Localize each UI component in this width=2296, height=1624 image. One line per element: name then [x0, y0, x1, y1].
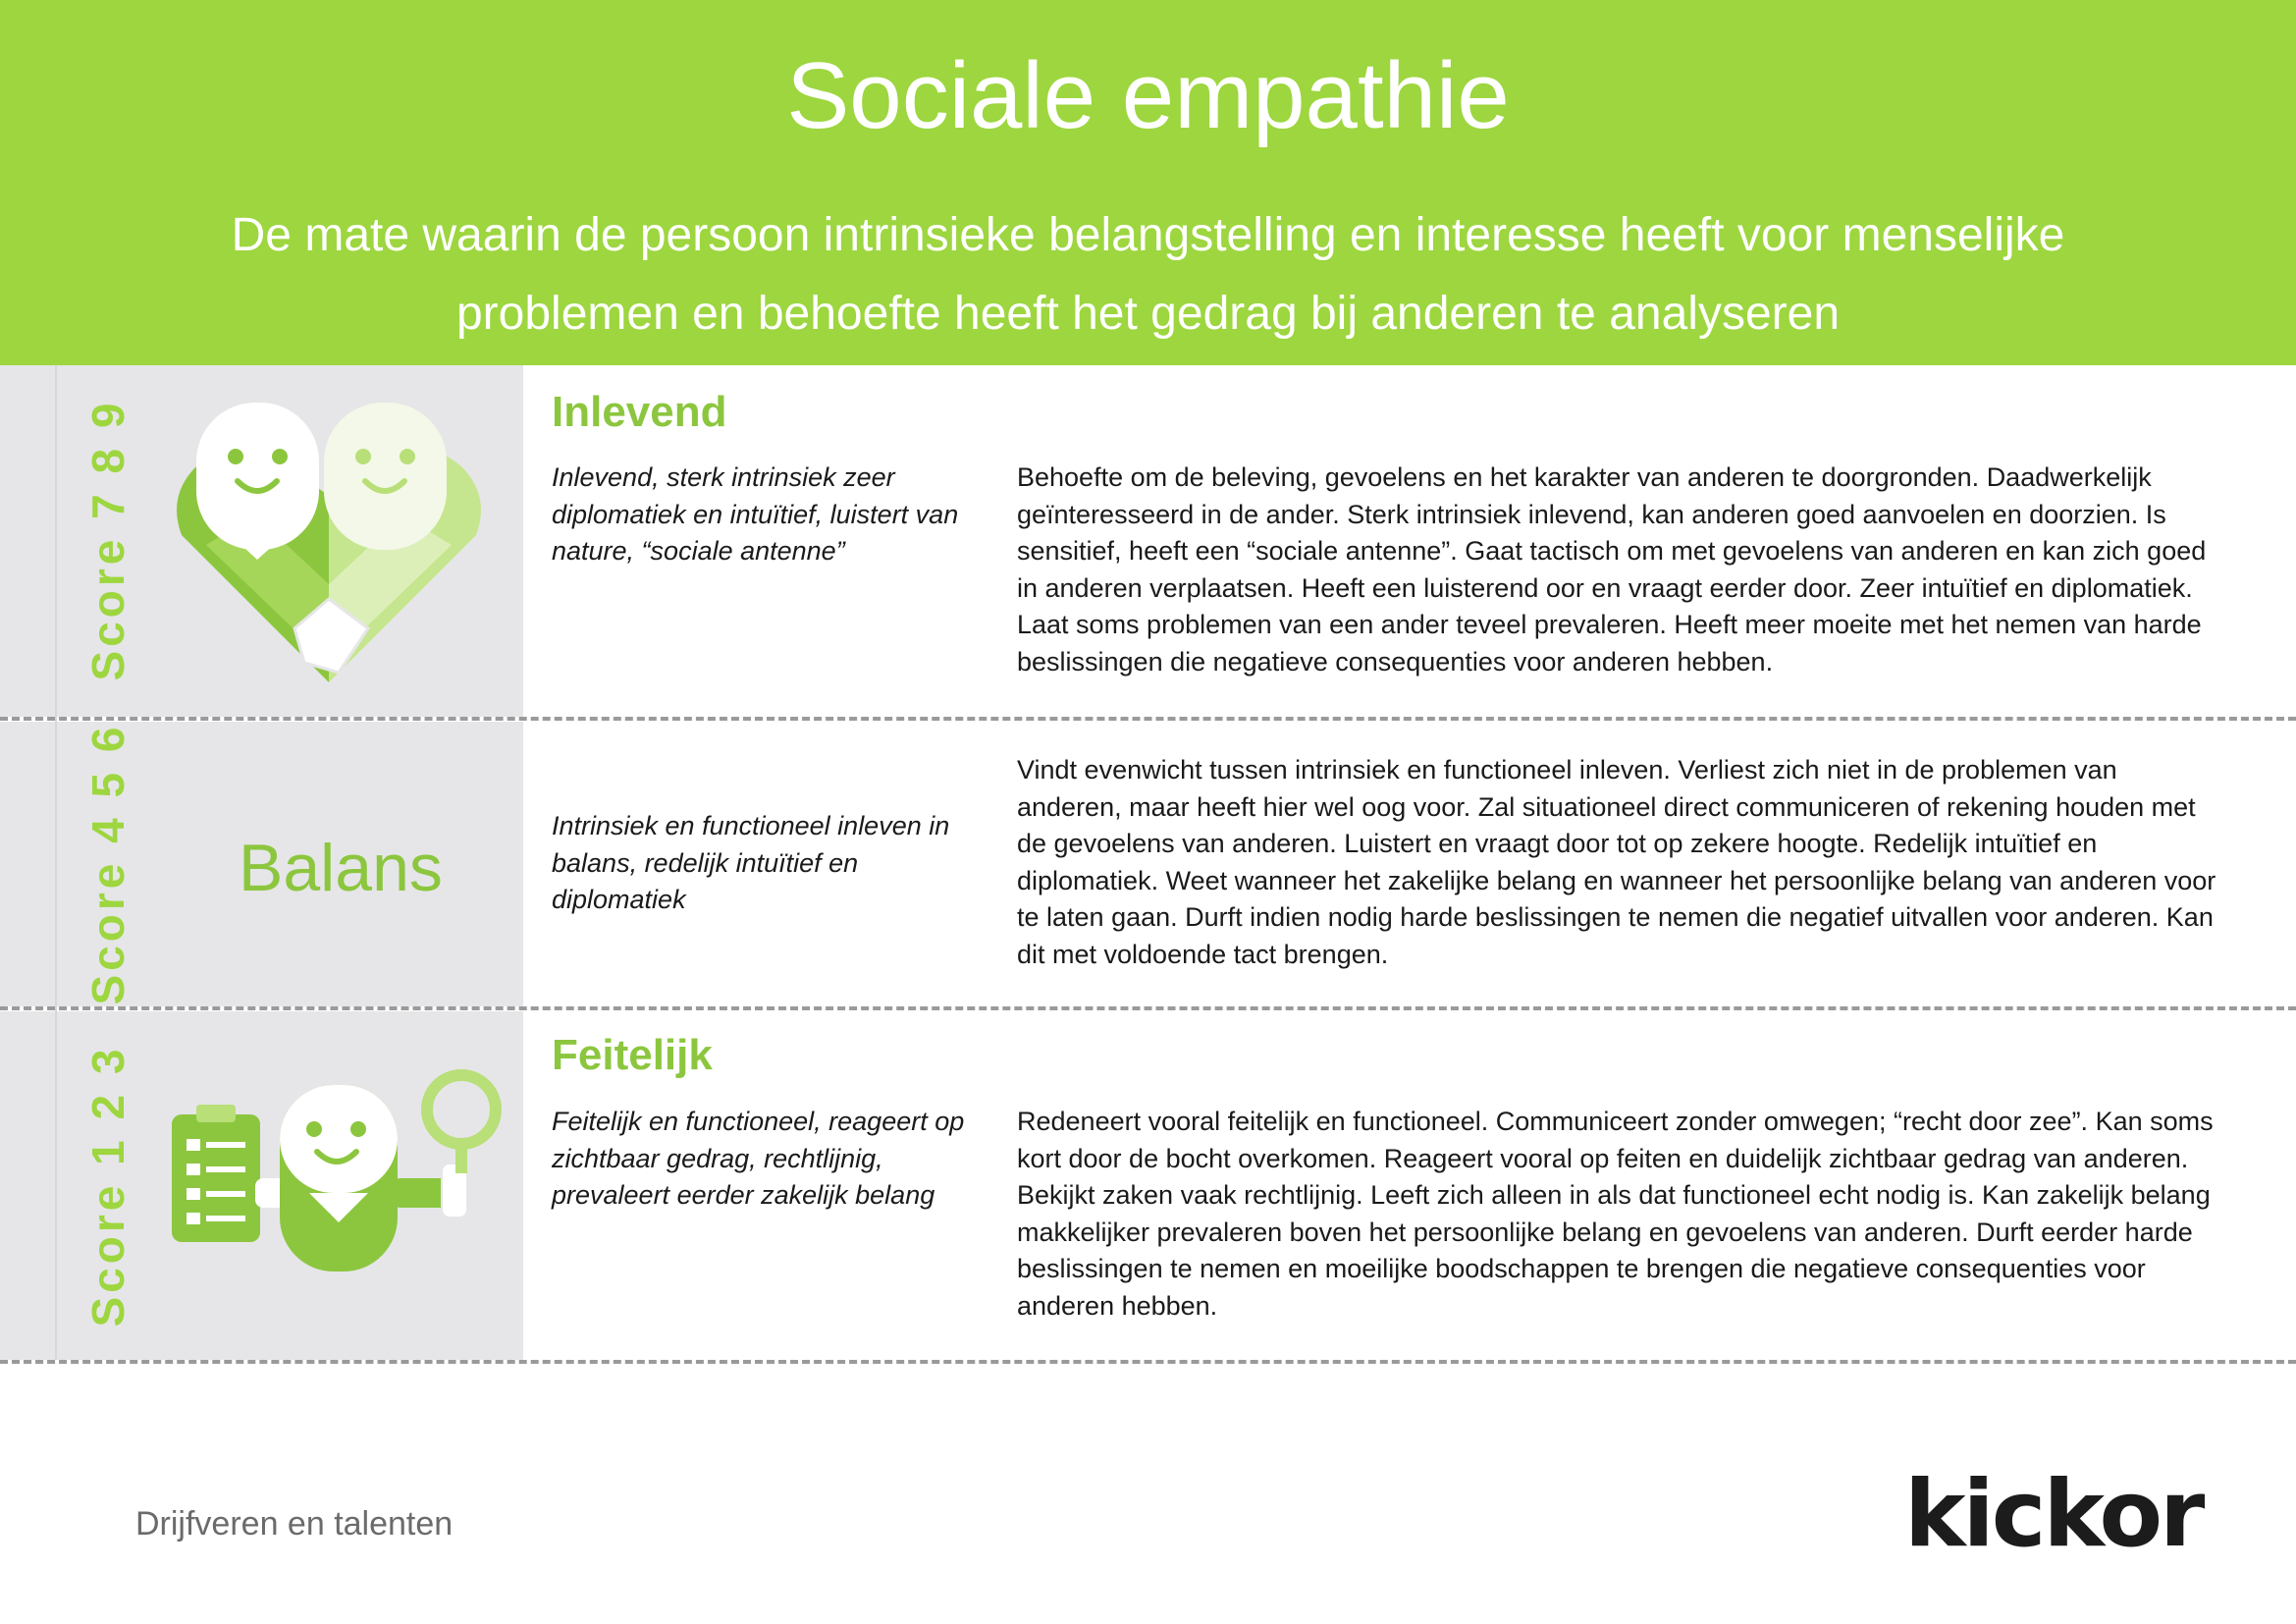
score-label-mid: Score 4 5 6	[82, 723, 133, 1005]
divider-1	[0, 717, 2296, 721]
footer-text: Drijfveren en talenten	[135, 1505, 454, 1543]
summary-balans: Intrinsiek en functioneel inleven in balans, redelijk intuïtief en diplomatiek	[552, 811, 950, 914]
score-label-low: Score 1 2 3	[82, 1045, 133, 1327]
heading-feitelijk: Feitelijk	[552, 1031, 713, 1079]
divider-2	[0, 1006, 2296, 1010]
divider-3	[0, 1360, 2296, 1364]
heading-inlevend: Inlevend	[552, 388, 727, 436]
summary-feitelijk: Feitelijk en functioneel, reageert op zichtbaar gedrag, rechtlijnig, prevaleert eerder zakelijk belang	[552, 1107, 965, 1210]
summary-inlevend: Inlevend, sterk intrinsiek zeer diplomatiek en intuïtief, luistert van nature, “sociale antenne”	[552, 462, 959, 566]
heart-handshake-icon	[167, 388, 491, 692]
score-label-high: Score 7 8 9	[82, 399, 133, 681]
description-feitelijk: Redeneert vooral feitelijk en functioneel. Communiceert zonder omwegen; “recht door zee”. Kan soms kort door de bocht overkomen. Reageert vooral op feiten en duidelijk zichtbaar gedrag van anderen. Bekijkt zaken vaak rechtlijnig. Leeft zich alleen in als dat functioneel echt nodig is. Kan zakelijk belang makkelijker prevaleren boven het persoonlijke belang en gevoelens van anderen. Durft eerder harde beslissingen te nemen en moeilijke boodschappen te brengen die negatieve consequenties voor anderen hebben.	[1017, 1107, 2214, 1321]
checklist-magnifier-icon	[162, 1065, 515, 1276]
kickor-logo: kickor	[1904, 1461, 2203, 1568]
page-title: Sociale empathie	[786, 43, 1510, 148]
label-balans: Balans	[239, 831, 443, 905]
sidebar-strip	[55, 365, 57, 1360]
description-balans: Vindt evenwicht tussen intrinsiek en functioneel inleven. Verliest zich niet in de problemen van anderen, maar heeft hier wel oog voor. Zal situationeel direct communiceren of rekening houden met de gevoelens van anderen. Luistert en vraagt door tot op zekere hoogte. Redelijk intuïtief en diplomatiek. Weet wanneer het zakelijke belang en wanneer het persoonlijke belang van anderen voor te laten gaan. Durft indien nodig harde beslissingen te nemen die negatief uitvallen voor anderen. Kan dit met voldoende tact brengen.	[1017, 755, 2216, 969]
page-subtitle: De mate waarin de persoon intrinsieke belangstelling en interesse heeft voor menselijke problemen en behoefte heeft het gedrag bij anderen te analyseren	[231, 209, 2065, 340]
description-inlevend: Behoefte om de beleving, gevoelens en het karakter van anderen te doorgronden. Daadwerkelijk geïnteresseerd in de ander. Sterk intrinsiek inlevend, kan anderen goed aanvoelen en doorzien. Is sensitief, heeft een “sociale antenne”. Gaat tactisch om met gevoelens van anderen en kan zich goed in anderen verplaatsen. Heeft een luisterend oor en vraagt eerder door. Zeer intuïtief en diplomatiek. Laat soms problemen van een ander teveel prevaleren. Heeft meer moeite met het nemen van harde beslissingen die negatieve consequenties voor anderen hebben.	[1017, 462, 2207, 677]
